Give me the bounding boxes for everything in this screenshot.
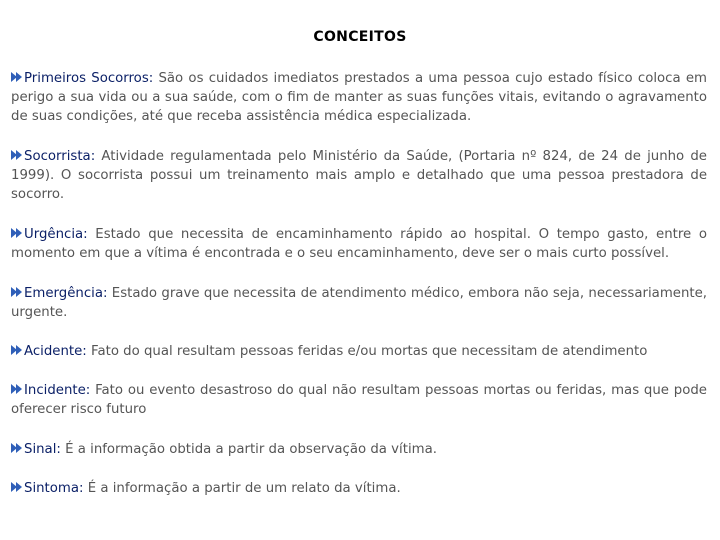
term-label: Sintoma: [24, 481, 84, 496]
term-label: Urgência: [24, 227, 88, 242]
definition-text: É a informação obtida a partir da observação da vítima. [60, 442, 437, 457]
double-arrow-icon [11, 443, 23, 453]
term-label: Emergência: [24, 286, 108, 301]
term-label: Incidente: [24, 383, 91, 398]
page-title: CONCEITOS [313, 29, 407, 45]
definition-socorrista [11, 147, 707, 204]
double-arrow-icon [11, 345, 23, 355]
definition-text: É a informação a partir de um relato da vítima. [83, 481, 401, 496]
definition-text: Estado que necessita de encaminhamento rápido ao hospital. O tempo gasto, entre o momento em que a vítima é encontrada e o seu encaminhamento, deve ser o mais curto possível. [11, 227, 707, 261]
double-arrow-icon [11, 150, 23, 160]
definition-sintoma [11, 479, 707, 498]
term-label: Socorrista: [24, 149, 96, 164]
double-arrow-icon [11, 384, 23, 394]
definition-incidente [11, 381, 707, 419]
definition-sinal [11, 440, 707, 459]
term-label: Primeiros Socorros: [24, 71, 154, 86]
definition-text: São os cuidados imediatos prestados a uma pessoa cujo estado físico coloca em perigo a sua vida ou a sua saúde, com o fim de manter as suas funções vitais, evitando o agravamento de suas condições, até que receba assistência médica especializada. [11, 71, 707, 124]
definition-acidente [11, 342, 707, 361]
definition-text: Estado grave que necessita de atendimento médico, embora não seja, necessariamente, urgente. [11, 286, 707, 320]
term-label: Acidente: [24, 344, 87, 359]
definition-urgencia [11, 225, 707, 263]
term-label: Sinal: [24, 442, 61, 457]
double-arrow-icon [11, 72, 23, 82]
definition-text: Fato ou evento desastroso do qual não resultam pessoas mortas ou feridas, mas que pode oferecer risco futuro [11, 383, 707, 417]
definition-text: Fato do qual resultam pessoas feridas e/ou mortas que necessitam de atendimento [86, 344, 648, 359]
double-arrow-icon [11, 287, 23, 297]
definition-emergencia [11, 284, 707, 322]
definition-text: Atividade regulamentada pelo Ministério da Saúde, (Portaria nº 824, de 24 de junho de 1999). O socorrista possui um treinamento mais amplo e detalhado que uma pessoa prestadora de socorro. [11, 149, 707, 202]
double-arrow-icon [11, 482, 23, 492]
definition-primeiros-socorros [11, 69, 707, 126]
double-arrow-icon [11, 228, 23, 238]
